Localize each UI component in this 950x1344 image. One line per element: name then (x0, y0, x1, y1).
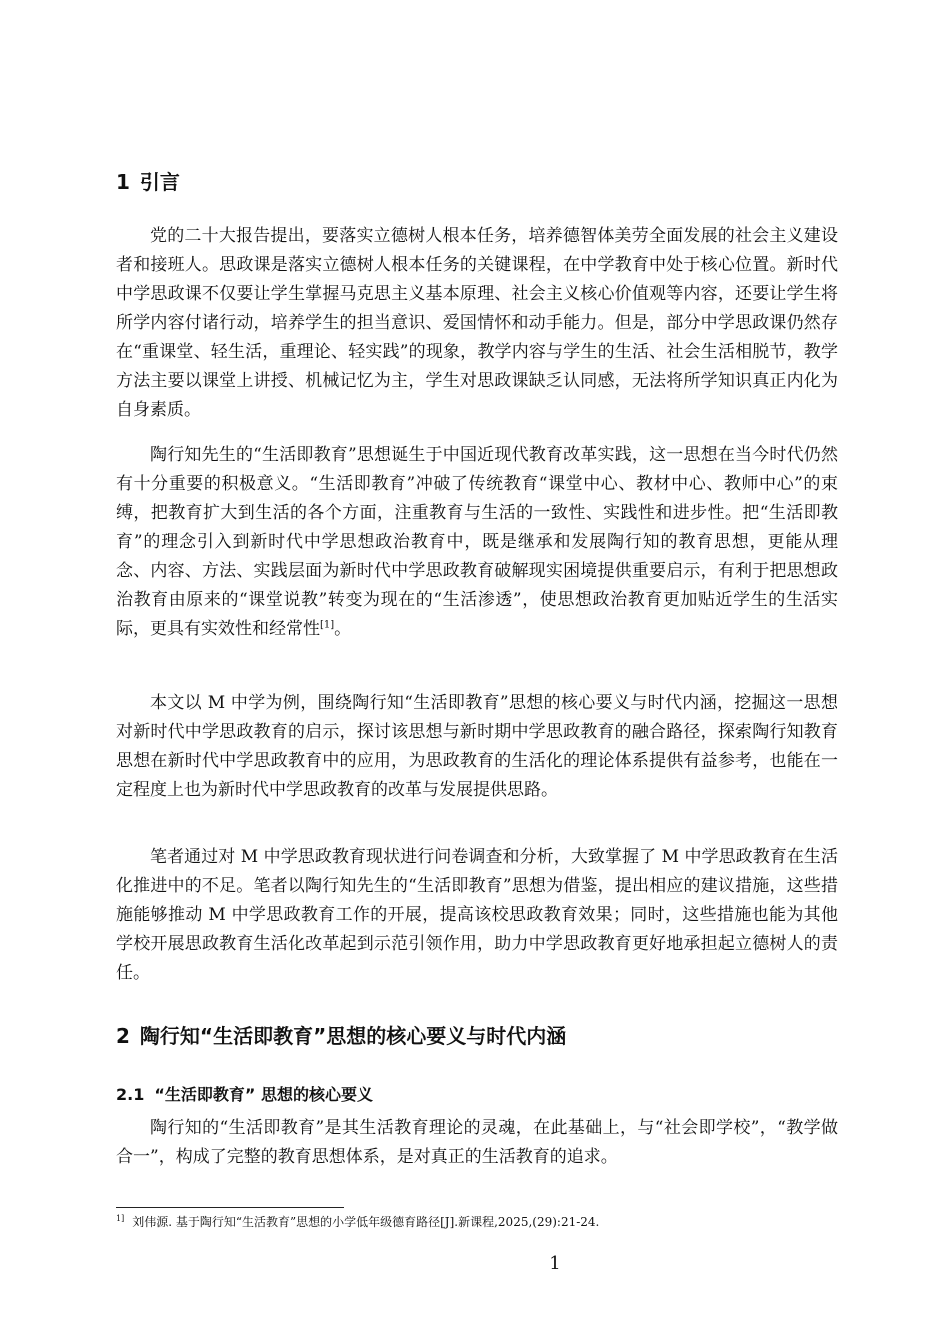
section-1-number: 1 (116, 170, 130, 194)
footnote-mark: 1] (116, 1214, 125, 1223)
subsection-2-1-number: 2.1 (116, 1085, 145, 1104)
footnote-divider (116, 1207, 344, 1208)
section-1-paragraph-1: 党的二十大报告提出，要落实立德树人根本任务，培养德智体美劳全面发展的社会主义建设者和接班人。思政课是落实立德树人根本任务的关键课程，在中学教育中处于核心位置。新时代中学思政课不仅要让学生掌握马克思主义基本原理、社会主义核心价值观等内容，还要让学生将所学内容付诸行动，培养学生的担当意识、爱国情怀和动手能力。但是，部分中学思政课仍然存在“重课堂、轻生活，重理论、轻实践”的现象，教学内容与学生的生活、社会生活相脱节，教学方法主要以课堂上讲授、机械记忆为主，学生对思政课缺乏认同感，无法将所学知识真正内化为自身素质。 (116, 226, 838, 420)
section-1-paragraph-2-text: 陶行知先生的“生活即教育”思想诞生于中国近现代教育改革实践，这一思想在当今时代仍然有十分重要的积极意义。“生活即教育”冲破了传统教育“课堂中心、教材中心、教师中心”的束缚，把教育扩大到生活的各个方面，注重教育与生活的一致性、实践性和进步性。把“生活即教育”的理念引入到新时代中学思想政治教育中，既是继承和发展陶行知的教育思想，更能从理念、内容、方法、实践层面为新时代中学思政教育破解现实困境提供重要启示，有利于把思想政治教育由原来的“课堂说教”转变为现在的“生活渗透”，使思想政治教育更加贴近学生的生活实际，更具有实效性和经常性 (116, 445, 838, 639)
section-2-heading (116, 1022, 566, 1050)
section-1-paragraph-3: 本文以 M 中学为例，围绕陶行知“生活即教育”思想的核心要义与时代内涵，挖掘这一思想对新时代中学思政教育的启示，探讨该思想与新时期中学思政教育的融合路径，探索陶行知教育思想在新时代中学思政教育中的应用，为思政教育的生活化的理论体系提供有益参考，也能在一定程度上也为新时代中学思政教育的改革与发展提供思路。 (116, 693, 838, 800)
footnote-text: 刘伟源. 基于陶行知“生活教育”思想的小学低年级德育路径[J].新课程,2025,(29):21-24. (132, 1215, 600, 1229)
footnote (116, 1213, 838, 1231)
section-1-paragraph-2-tail: 。 (334, 619, 352, 639)
section-2-number: 2 (116, 1024, 130, 1048)
section-2-title: 陶行知“生活即教育”思想的核心要义与时代内涵 (139, 1024, 567, 1048)
section-1-title: 引言 (139, 170, 180, 194)
section-1-heading (116, 168, 180, 196)
subsection-2-1-paragraph: 陶行知的“生活即教育”是其生活教育理论的灵魂，在此基础上，与“社会即学校”，“教学做合一”，构成了完整的教育思想体系，是对真正的生活教育的追求。 (116, 1118, 838, 1167)
subsection-2-1-title: “生活即教育” 思想的核心要义 (154, 1085, 373, 1104)
section-1-paragraph-2 (116, 441, 838, 644)
citation-mark[interactable]: [1] (320, 619, 335, 631)
section-1-paragraph-4: 笔者通过对 M 中学思政教育现状进行问卷调查和分析，大致掌握了 M 中学思政教育在生活化推进中的不足。笔者以陶行知先生的“生活即教育”思想为借鉴，提出相应的建议措施，这些措施能够推动 M 中学思政教育工作的开展，提高该校思政教育效果；同时，这些措施也能为其他学校开展思政教育生活化改革起到示范引领作用，助力中学思政教育更好地承担起立德树人的责任。 (116, 847, 838, 983)
page-number: 1 (549, 1253, 561, 1274)
subsection-2-1-heading (116, 1083, 373, 1107)
